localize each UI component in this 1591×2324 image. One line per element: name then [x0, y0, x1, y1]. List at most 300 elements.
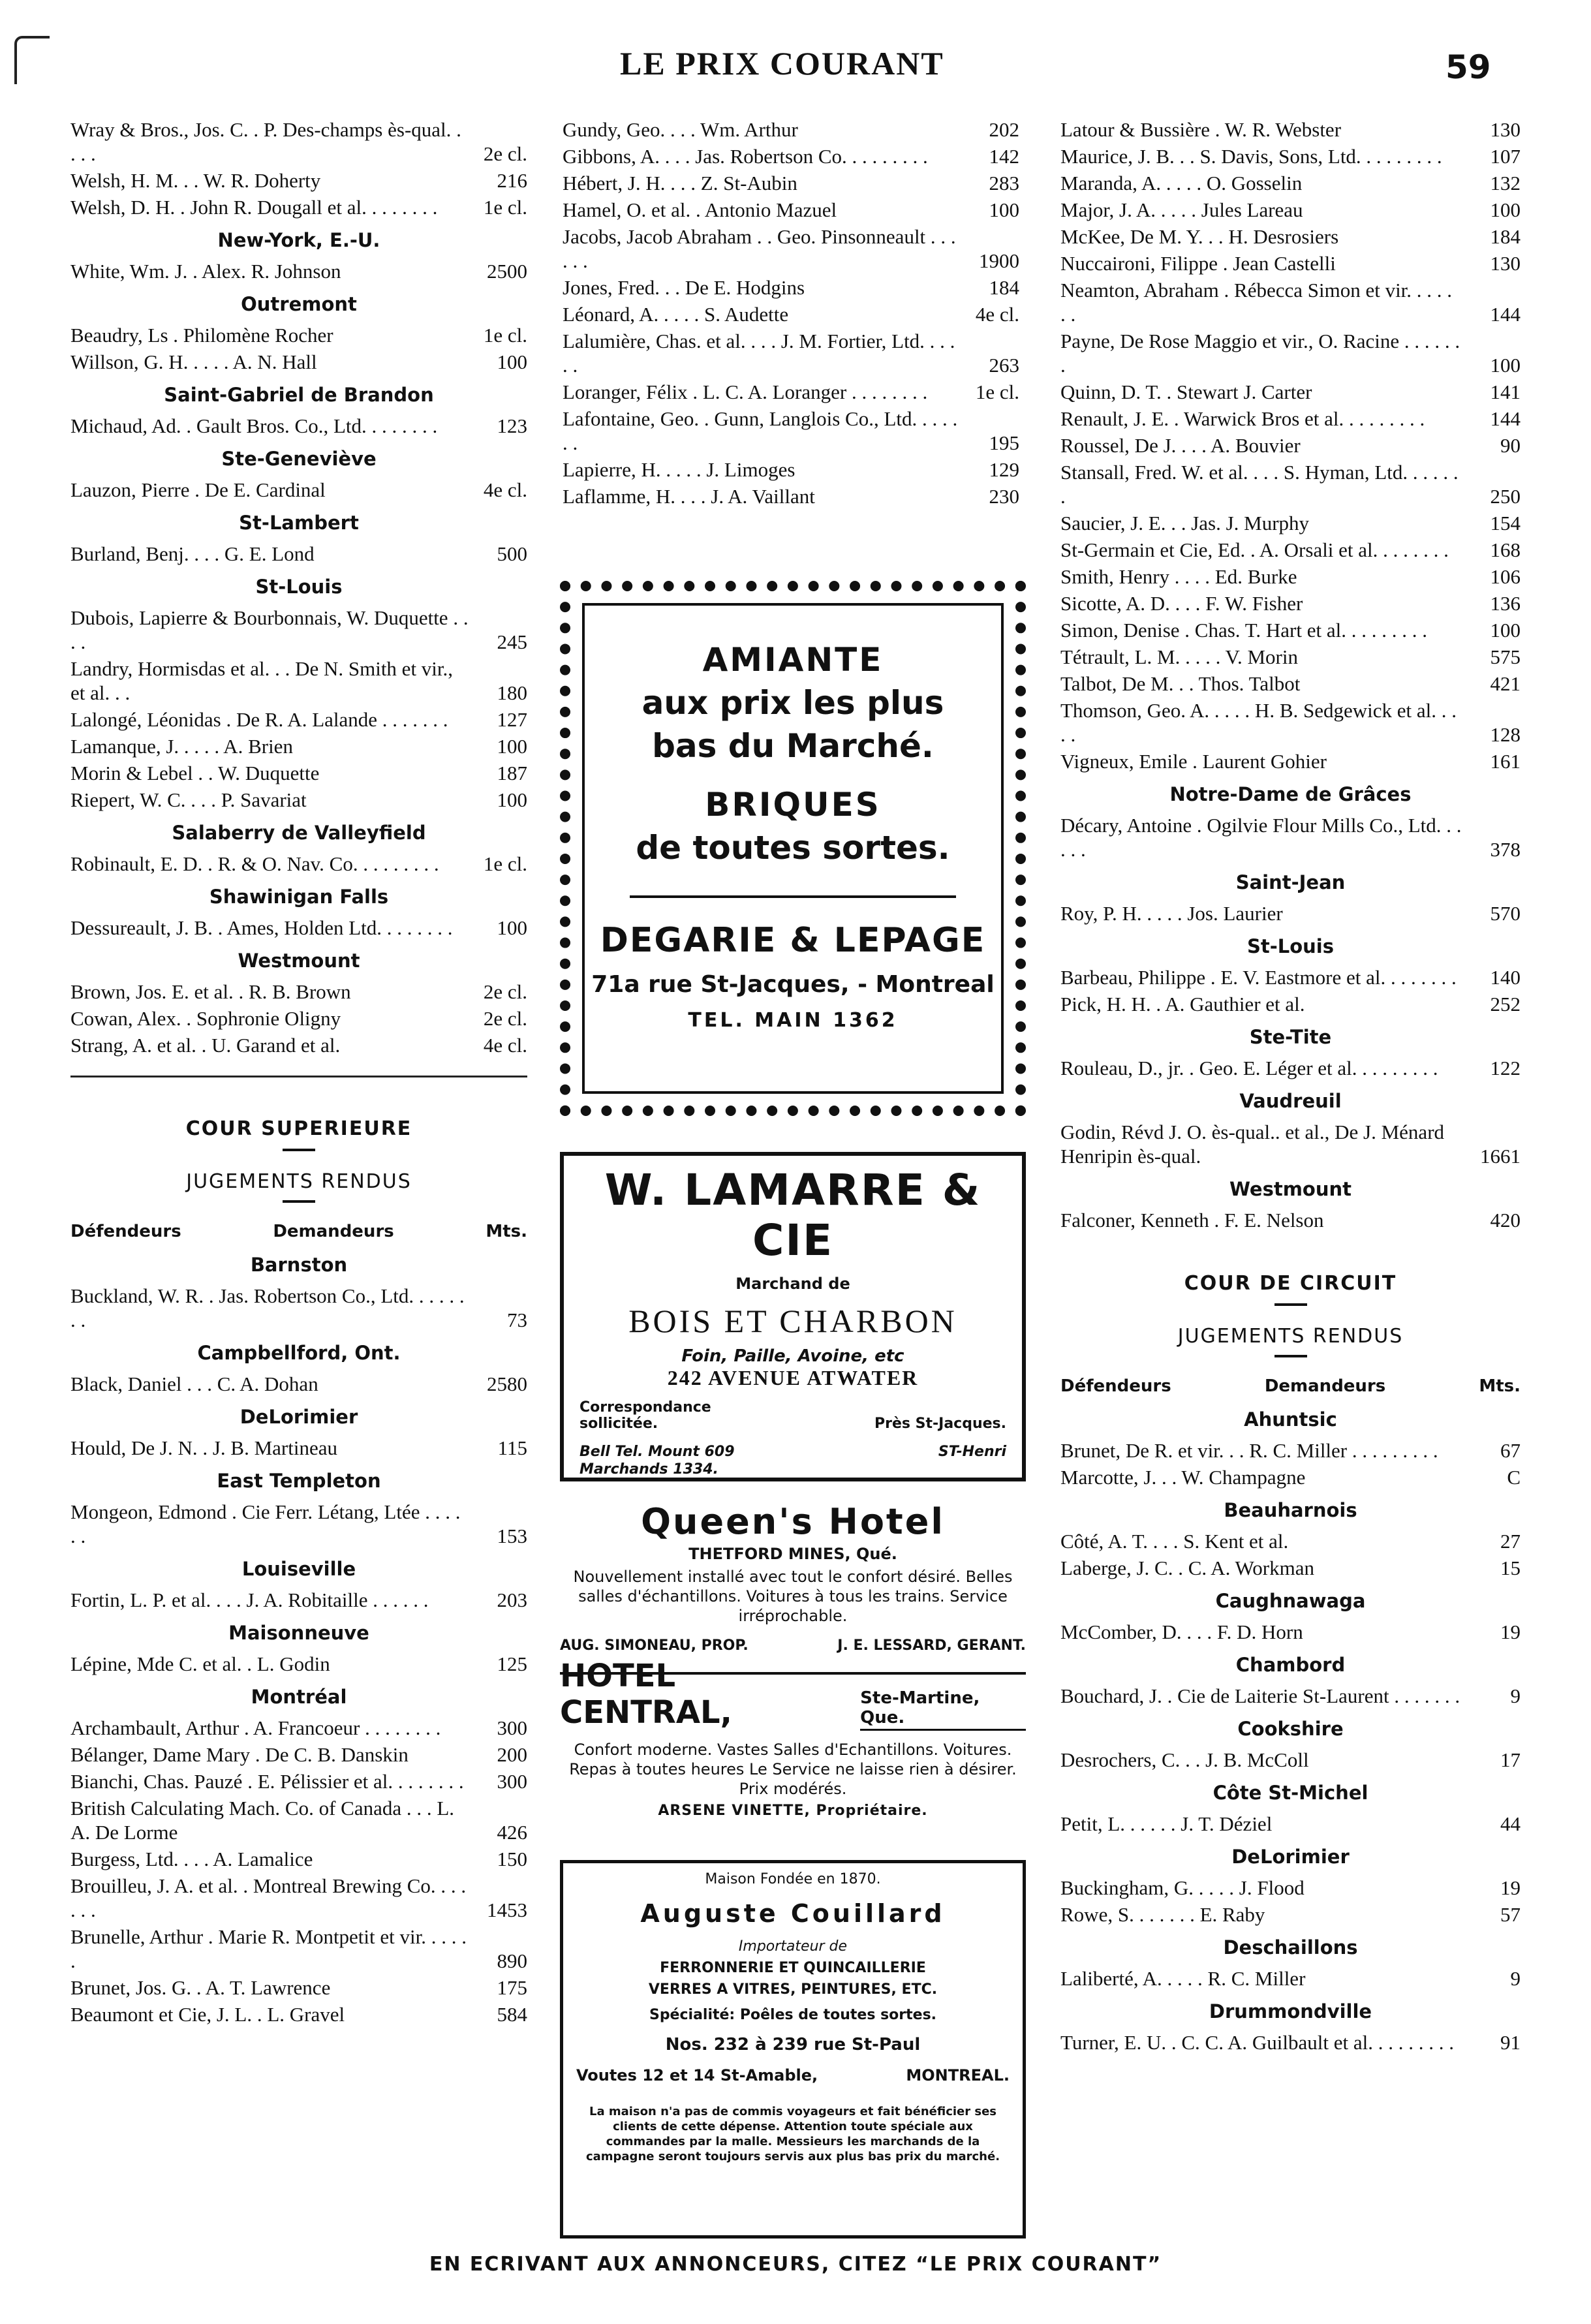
entry-amount: 2580	[487, 1372, 527, 1395]
entry-parties: Falconer, Kenneth . F. E. Nelson	[1060, 1209, 1324, 1232]
town-heading: Chambord	[1235, 1654, 1346, 1676]
entry-amount: 252	[1490, 993, 1521, 1015]
entry-parties: Maranda, A. . . . . O. Gosselin	[1060, 172, 1303, 194]
ad-couillard-numbers: Nos. 232 à 239 rue St-Paul	[665, 2035, 921, 2054]
section-dash	[1274, 1303, 1307, 1306]
entry-amount: 1900	[979, 249, 1019, 272]
entry-parties: Roussel, De J. . . . A. Bouvier	[1060, 434, 1301, 457]
entry-parties: Buckland, W. R. . Jas. Robertson Co., Ltd. . . . . . . .	[70, 1284, 465, 1331]
judgment-entry	[563, 198, 1019, 222]
entry-parties: Archambault, Arthur . A. Francoeur . . . . . . . .	[70, 1716, 441, 1739]
town-heading: Westmount	[1229, 1178, 1352, 1200]
column-heading: Défendeurs	[70, 1222, 181, 1241]
judgment-entry	[70, 1975, 527, 2000]
judgment-entry	[563, 380, 1019, 404]
judgment-entry	[70, 761, 527, 785]
ad-hotel-central	[560, 1658, 1026, 1819]
entry-parties: Lamanque, J. . . . . A. Brien	[70, 735, 293, 758]
entry-parties: Maurice, J. B. . . S. Davis, Sons, Ltd. . . . . . . . .	[1060, 145, 1442, 168]
entry-amount: 2e cl.	[483, 142, 527, 165]
entry-parties: Quinn, D. T. . Stewart J. Carter	[1060, 380, 1312, 403]
page-number: 59	[1445, 48, 1491, 86]
judgment-entry	[563, 117, 1019, 142]
ad-central-place: Ste-Martine, Que.	[860, 1688, 1026, 1731]
entry-parties: McComber, D. . . . F. D. Horn	[1060, 1620, 1303, 1643]
judgment-entry	[1060, 1120, 1521, 1168]
column-heading: Mts.	[486, 1222, 527, 1241]
judgment-entry	[1060, 144, 1521, 168]
entry-parties: Gibbons, A. . . . Jas. Robertson Co. . . . . . . . .	[563, 145, 928, 168]
entry-amount: 132	[1490, 172, 1521, 194]
entry-parties: Côté, A. T. . . . S. Kent et al.	[1060, 1530, 1289, 1553]
town-heading: Vaudreuil	[1239, 1090, 1342, 1112]
judgment-entry	[1060, 1876, 1521, 1900]
entry-parties: Marcotte, J. . . W. Champagne	[1060, 1466, 1306, 1489]
entry-amount: 91	[1500, 2031, 1521, 2054]
entry-parties: British Calculating Mach. Co. of Canada . . . L. A. De Lorme	[70, 1797, 455, 1844]
entry-parties: Godin, Révd J. O. ès-qual.. et al., De J. Ménard Henripin ès-qual.	[1060, 1121, 1445, 1168]
entry-parties: White, Wm. J. . Alex. R. Johnson	[70, 260, 341, 283]
entry-amount: 420	[1490, 1209, 1521, 1232]
town-heading: Beauharnois	[1224, 1499, 1357, 1521]
judgment-entry	[563, 329, 1019, 377]
entry-amount: 1e cl.	[483, 852, 527, 875]
entry-parties: Robinault, E. D. . R. & O. Nav. Co. . . . . . . . .	[70, 852, 439, 875]
entry-parties: Vigneux, Emile . Laurent Gohier	[1060, 750, 1327, 773]
entry-amount: 127	[497, 708, 527, 731]
judgment-entry	[70, 1652, 527, 1676]
ad-lamarre-tel-row	[579, 1444, 1006, 1460]
ad-couillard-left: Voutes 12 et 14 St-Amable,	[576, 2066, 818, 2084]
entry-parties: Petit, L. . . . . . J. T. Déziel	[1060, 1812, 1273, 1835]
judgment-entry	[1060, 380, 1521, 404]
entry-amount: 73	[507, 1309, 527, 1331]
judgment-entry	[70, 1769, 527, 1793]
judgment-entry	[70, 734, 527, 758]
entry-parties: Hamel, O. et al. . Antonio Mazuel	[563, 198, 837, 221]
entry-amount: 19	[1500, 1620, 1521, 1643]
entry-parties: Laliberté, A. . . . . R. C. Miller	[1060, 1967, 1306, 1990]
entry-amount: 9	[1510, 1684, 1521, 1707]
entry-amount: 2e cl.	[483, 980, 527, 1003]
judgment-entry	[563, 225, 1019, 273]
entry-amount: 122	[1490, 1057, 1521, 1079]
judgment-entry	[70, 852, 527, 876]
town-heading: Caughnawaga	[1215, 1590, 1366, 1612]
judgment-entry	[1060, 171, 1521, 195]
entry-parties: Turner, E. U. . C. C. A. Guilbault et al. . . . . . . . .	[1060, 2031, 1454, 2054]
town-heading: East Templeton	[217, 1470, 381, 1492]
entry-parties: Fortin, L. P. et al. . . . J. A. Robitaille . . . . . .	[70, 1588, 429, 1611]
judgment-entry	[1060, 901, 1521, 925]
ad-lamarre-corr-row	[579, 1399, 1006, 1432]
ad-lamarre-products2: Foin, Paille, Avoine, etc	[681, 1346, 904, 1366]
entry-amount: 4e cl.	[975, 303, 1019, 326]
entry-parties: Burgess, Ltd. . . . A. Lamalice	[70, 1848, 313, 1870]
entry-amount: 378	[1490, 838, 1521, 861]
column-heading: Demandeurs	[1264, 1376, 1386, 1396]
town-heading: DeLorimier	[239, 1406, 358, 1428]
entry-parties: Jones, Fred. . . De E. Hodgins	[563, 276, 805, 299]
entry-parties: Barbeau, Philippe . E. V. Eastmore et al. . . . . . . .	[1060, 966, 1457, 989]
town-heading: St-Louis	[255, 576, 343, 598]
town-heading: Shawinigan Falls	[209, 886, 389, 908]
entry-parties: Buckingham, G. . . . . J. Flood	[1060, 1876, 1305, 1899]
entry-parties: Burland, Benj. . . . G. E. Lond	[70, 542, 315, 565]
town-heading: Ahuntsic	[1244, 1408, 1337, 1431]
ad-amiante-line2: aux prix les plus	[641, 684, 944, 722]
entry-amount: 250	[1490, 485, 1521, 508]
section-title: COUR SUPERIEURE	[185, 1117, 412, 1140]
ad-central-name: HOTEL CENTRAL,	[560, 1658, 732, 1731]
judgment-entry	[70, 542, 527, 566]
judgment-entry	[563, 457, 1019, 482]
judgment-entry	[70, 1006, 527, 1030]
judgment-entry	[70, 350, 527, 374]
entry-parties: Brunet, De R. et vir. . . R. C. Miller . . . . . . . . .	[1060, 1439, 1438, 1462]
entry-parties: Bianchi, Chas. Pauzé . E. Pélissier et al. . . . . . . .	[70, 1770, 464, 1793]
entry-amount: 1453	[487, 1898, 527, 1921]
judgment-entry	[1060, 329, 1521, 377]
judgment-entry	[70, 1796, 527, 1844]
entry-amount: 44	[1500, 1812, 1521, 1835]
entry-parties: Major, J. A. . . . . Jules Lareau	[1060, 198, 1303, 221]
page-header	[0, 44, 1591, 90]
town-heading: Outremont	[241, 293, 357, 315]
entry-amount: 4e cl.	[483, 478, 527, 501]
entry-parties: Saucier, J. E. . . Jas. J. Murphy	[1060, 512, 1310, 535]
entry-amount: 245	[497, 630, 527, 653]
judgment-entry	[1060, 1684, 1521, 1708]
entry-amount: 184	[989, 276, 1019, 299]
entry-parties: Stansall, Fred. W. et al. . . . S. Hyman, Ltd. . . . . . .	[1060, 461, 1459, 508]
judgment-entry	[1060, 698, 1521, 747]
entry-parties: Jacobs, Jacob Abraham . . Geo. Pinsonneault . . . . . .	[563, 225, 956, 272]
town-heading: Côte St-Michel	[1213, 1782, 1368, 1804]
ad-couillard-founded: Maison Fondée en 1870.	[705, 1871, 881, 1887]
judgment-entry	[70, 1847, 527, 1871]
entry-amount: 100	[989, 198, 1019, 221]
town-heading: Campbellford, Ont.	[197, 1342, 401, 1364]
entry-parties: Welsh, D. H. . John R. Dougall et al. . . . . . . .	[70, 196, 438, 219]
judgment-entry	[1060, 672, 1521, 696]
entry-amount: 300	[497, 1716, 527, 1739]
ad-queens-proprietor: AUG. SIMONEAU, PROP.	[560, 1637, 749, 1654]
entry-amount: 2500	[487, 260, 527, 283]
section-title: COUR DE CIRCUIT	[1184, 1272, 1397, 1295]
judgment-entry	[1060, 1812, 1521, 1836]
judgment-entry	[1060, 591, 1521, 615]
ad-amiante-phone: TEL. MAIN 1362	[688, 1009, 898, 1032]
entry-parties: Latour & Bussière . W. R. Webster	[1060, 118, 1342, 141]
ad-lamarre-tel-left2: Marchands 1334.	[579, 1461, 718, 1478]
ad-amiante-address: 71a rue St-Jacques, - Montreal	[591, 971, 995, 998]
entry-amount: 100	[1490, 354, 1521, 377]
entry-amount: 140	[1490, 966, 1521, 989]
entry-amount: 161	[1490, 750, 1521, 773]
entry-parties: Brunelle, Arthur . Marie R. Montpetit et vir. . . . . .	[70, 1925, 467, 1972]
town-heading: St-Louis	[1246, 935, 1335, 957]
entry-parties: Landry, Hormisdas et al. . . De N. Smith et vir., et al. . .	[70, 657, 454, 704]
entry-parties: Brunet, Jos. G. . A. T. Lawrence	[70, 1976, 331, 1999]
judgment-entry	[1060, 511, 1521, 535]
judgment-entry	[1060, 1748, 1521, 1772]
entry-amount: 1e cl.	[975, 380, 1019, 403]
entry-parties: Lalongé, Léonidas . De R. A. Lalande . . . . . . .	[70, 708, 448, 731]
judgment-entry	[70, 1588, 527, 1612]
ad-couillard-row	[576, 2066, 1010, 2084]
entry-amount: 203	[497, 1588, 527, 1611]
ad-central-proprietor: ARSENE VINETTE, Propriétaire.	[658, 1803, 928, 1819]
entry-amount: 890	[497, 1949, 527, 1972]
entry-amount: 1e cl.	[483, 324, 527, 347]
ad-lamarre	[560, 1152, 1026, 1481]
entry-amount: 570	[1490, 902, 1521, 925]
section-dash	[283, 1149, 315, 1151]
judgment-entry	[1060, 992, 1521, 1016]
entry-amount: 283	[989, 172, 1019, 194]
entry-parties: Riepert, W. C. . . . P. Savariat	[70, 788, 307, 811]
judgment-entry	[1060, 198, 1521, 222]
ad-lamarre-corr-left: Correspondance sollicitée.	[579, 1399, 711, 1432]
judgment-entry	[1060, 1438, 1521, 1463]
column-2	[563, 117, 1019, 511]
judgment-entry	[70, 414, 527, 438]
column-headings	[1060, 1374, 1521, 1399]
entry-amount: 300	[497, 1770, 527, 1793]
entry-parties: Rowe, S. . . . . . . E. Raby	[1060, 1903, 1265, 1926]
entry-parties: Thomson, Geo. A. . . . . H. B. Sedgewick et al. . . . .	[1060, 699, 1457, 746]
judgment-entry	[70, 606, 527, 654]
ad-lamarre-trade: Marchand de	[735, 1275, 850, 1293]
entry-amount: 19	[1500, 1876, 1521, 1899]
judgment-entry	[563, 407, 1019, 455]
entry-amount: 100	[497, 788, 527, 811]
town-heading: Saint-Jean	[1235, 871, 1346, 893]
entry-parties: Lapierre, H. . . . . J. Limoges	[563, 458, 796, 481]
ad-lamarre-tel-right: ST-Henri	[938, 1444, 1006, 1460]
entry-parties: Wray & Bros., Jos. C. . P. Des-champs ès-qual. . . . .	[70, 118, 461, 165]
judgment-entry	[1060, 813, 1521, 861]
ad-couillard	[560, 1860, 1026, 2239]
judgment-entry	[70, 195, 527, 219]
ad-couillard-right: MONTREAL.	[906, 2066, 1010, 2084]
entry-amount: 141	[1490, 380, 1521, 403]
judgment-entry	[1060, 1465, 1521, 1489]
judgment-entry	[1060, 433, 1521, 457]
ad-lamarre-tel-row2	[579, 1461, 1006, 1478]
column-heading: Défendeurs	[1060, 1376, 1171, 1396]
town-heading: Ste-Tite	[1249, 1026, 1332, 1048]
judgment-entry	[70, 1033, 527, 1057]
entry-parties: Welsh, H. M. . . W. R. Doherty	[70, 169, 321, 192]
entry-amount: 426	[497, 1821, 527, 1844]
entry-amount: 144	[1490, 407, 1521, 430]
judgment-entry	[563, 484, 1019, 508]
entry-parties: Pick, H. H. . A. Gauthier et al.	[1060, 993, 1305, 1015]
column-headings	[70, 1220, 527, 1244]
ad-couillard-note: La maison n'a pas de commis voyageurs et fait bénéficier ses clients de cette dépense. Attention toute spéciale aux commandes par la malle. Messieurs les marchands de la campagne seront toujours servis aux plus bas prix du marché.	[585, 2105, 1000, 2163]
entry-parties: Laberge, J. C. . C. A. Workman	[1060, 1557, 1314, 1579]
entry-amount: 90	[1500, 434, 1521, 457]
entry-amount: 195	[989, 431, 1019, 454]
judgment-entry	[70, 117, 527, 166]
entry-parties: Talbot, De M. . . Thos. Talbot	[1060, 672, 1301, 695]
judgment-entry	[70, 323, 527, 347]
entry-parties: Willson, G. H. . . . . A. N. Hall	[70, 350, 317, 373]
ad-couillard-special: Spécialité: Poêles de toutes sortes.	[649, 2007, 937, 2023]
section-subtitle: JUGEMENTS RENDUS	[1177, 1325, 1404, 1348]
ad-couillard-line2: VERRES A VITRES, PEINTURES, ETC.	[648, 1981, 938, 1998]
judgment-entry	[70, 1743, 527, 1767]
entry-amount: 153	[497, 1525, 527, 1547]
entry-parties: Neamton, Abraham . Rébecca Simon et vir. . . . . . .	[1060, 279, 1453, 326]
ad-central-desc: Confort moderne. Vastes Salles d'Echantillons. Voitures. Repas à toutes heures Le Service ne laisse rien à désirer. Prix modérés.	[569, 1741, 1017, 1798]
entry-parties: Morin & Lebel . . W. Duquette	[70, 762, 320, 784]
entry-parties: St-Germain et Cie, Ed. . A. Orsali et al. . . . . . . .	[1060, 538, 1449, 561]
entry-amount: 421	[1490, 672, 1521, 695]
entry-parties: Hébert, J. H. . . . Z. St-Aubin	[563, 172, 797, 194]
entry-parties: Roy, P. H. . . . . Jos. Laurier	[1060, 902, 1283, 925]
entry-amount: 184	[1490, 225, 1521, 248]
entry-amount: 584	[497, 2003, 527, 2026]
entry-amount: 4e cl.	[483, 1034, 527, 1057]
entry-parties: Lauzon, Pierre . De E. Cardinal	[70, 478, 326, 501]
ad-amiante-divider	[630, 895, 956, 898]
section-subtitle: JUGEMENTS RENDUS	[186, 1170, 412, 1193]
judgment-entry	[1060, 749, 1521, 773]
ad-amiante-line4: BRIQUES	[705, 786, 881, 824]
entry-amount: 144	[1490, 303, 1521, 326]
judgment-entry	[1060, 965, 1521, 989]
ad-amiante-line5: de toutes sortes.	[636, 829, 950, 867]
ad-central-head	[560, 1658, 1026, 1731]
judgment-entry	[70, 657, 527, 705]
judgment-entry	[70, 1874, 527, 1922]
judgment-entry	[70, 1372, 527, 1396]
entry-amount: 106	[1490, 565, 1521, 588]
page-title: LE PRIX COURANT	[620, 45, 944, 82]
entry-amount: 1e cl.	[483, 196, 527, 219]
entry-parties: Léonard, A. . . . . S. Audette	[563, 303, 789, 326]
ad-amiante	[560, 581, 1026, 1116]
ad-amiante-line1: AMIANTE	[702, 641, 884, 679]
town-heading: Louiseville	[241, 1558, 356, 1580]
entry-amount: C	[1507, 1466, 1521, 1489]
entry-parties: Lépine, Mde C. et al. . L. Godin	[70, 1652, 330, 1675]
entry-amount: 115	[497, 1436, 527, 1459]
entry-amount: 100	[497, 350, 527, 373]
entry-parties: Renault, J. E. . Warwick Bros et al. . . . . . . . .	[1060, 407, 1425, 430]
judgment-entry	[1060, 1556, 1521, 1580]
judgment-entry	[1060, 117, 1521, 142]
town-heading: Montréal	[251, 1686, 347, 1708]
entry-parties: Smith, Henry . . . . Ed. Burke	[1060, 565, 1297, 588]
entry-amount: 130	[1490, 118, 1521, 141]
judgment-entry	[1060, 1529, 1521, 1553]
entry-parties: Gundy, Geo. . . . Wm. Arthur	[563, 118, 798, 141]
judgment-entry	[1060, 1902, 1521, 1927]
ad-couillard-name: Auguste Couillard	[640, 1899, 946, 1928]
entry-parties: Mongeon, Edmond . Cie Ferr. Létang, Ltée . . . . . .	[70, 1500, 461, 1547]
section-dash	[1274, 1355, 1307, 1357]
judgment-entry	[563, 171, 1019, 195]
column-3	[1060, 117, 1521, 2057]
entry-amount: 123	[497, 414, 527, 437]
entry-parties: Brown, Jos. E. et al. . R. B. Brown	[70, 980, 351, 1003]
judgment-entry	[1060, 2030, 1521, 2054]
ad-lamarre-address: 242 AVENUE ATWATER	[667, 1366, 919, 1389]
entry-parties: Lalumière, Chas. et al. . . . J. M. Fortier, Ltd. . . . . .	[563, 330, 955, 377]
judgment-entry	[70, 2002, 527, 2026]
entry-amount: 500	[497, 542, 527, 565]
judgment-entry	[1060, 618, 1521, 642]
entry-amount: 142	[989, 145, 1019, 168]
judgment-entry	[1060, 1056, 1521, 1080]
judgment-entry	[70, 788, 527, 812]
entry-amount: 27	[1500, 1530, 1521, 1553]
entry-amount: 216	[497, 169, 527, 192]
town-heading: Deschaillons	[1223, 1936, 1358, 1959]
judgment-entry	[70, 259, 527, 283]
entry-parties: Dubois, Lapierre & Bourbonnais, W. Duquette . . . .	[70, 606, 469, 653]
town-heading: Maisonneuve	[228, 1622, 369, 1644]
column-1	[70, 117, 527, 2029]
judgment-entry	[1060, 1208, 1521, 1232]
entry-amount: 202	[989, 118, 1019, 141]
ad-lamarre-corr-right: Près St-Jacques.	[874, 1416, 1006, 1432]
judgment-entry	[70, 168, 527, 193]
ad-queens-row	[560, 1637, 1026, 1654]
entry-amount: 100	[1490, 619, 1521, 642]
town-heading: Ste-Geneviève	[221, 448, 377, 470]
entry-parties: McKee, De M. Y. . . H. Desrosiers	[1060, 225, 1339, 248]
entry-amount: 2e cl.	[483, 1007, 527, 1030]
judgment-entry	[1060, 460, 1521, 508]
ad-queens-manager: J. E. LESSARD, GERANT.	[837, 1637, 1026, 1654]
entry-parties: Payne, De Rose Maggio et vir., O. Racine . . . . . . .	[1060, 330, 1460, 377]
entry-amount: 130	[1490, 252, 1521, 275]
entry-amount: 17	[1500, 1748, 1521, 1771]
judgment-entry	[70, 1716, 527, 1740]
entry-amount: 168	[1490, 538, 1521, 561]
entry-amount: 129	[989, 458, 1019, 481]
ad-amiante-line3: bas du Marché.	[652, 727, 934, 765]
column-heading: Mts.	[1479, 1376, 1521, 1396]
entry-amount: 67	[1500, 1439, 1521, 1462]
ad-queens-desc: Nouvellement installé avec tout le confort désiré. Belles salles d'échantillons. Voitures à tous les trains. Service irréprochable.	[573, 1568, 1013, 1625]
entry-amount: 200	[497, 1743, 527, 1766]
judgment-entry	[70, 478, 527, 502]
town-heading: New-York, E.-U.	[217, 229, 380, 251]
judgment-entry	[1060, 645, 1521, 669]
ad-queens-city: THETFORD MINES, Qué.	[688, 1545, 897, 1563]
judgment-entry	[70, 1284, 527, 1332]
judgment-entry	[1060, 251, 1521, 275]
entry-parties: Décary, Antoine . Ogilvie Flour Mills Co., Ltd. . . . . .	[1060, 814, 1462, 861]
entry-parties: Rouleau, D., jr. . Geo. E. Léger et al. . . . . . . . .	[1060, 1057, 1438, 1079]
town-heading: Salaberry de Valleyfield	[172, 822, 426, 844]
entry-amount: 100	[497, 916, 527, 939]
town-heading: Drummondville	[1209, 2000, 1372, 2022]
entry-amount: 128	[1490, 723, 1521, 746]
entry-amount: 150	[497, 1848, 527, 1870]
entry-parties: Hould, De J. N. . J. B. Martineau	[70, 1436, 337, 1459]
entry-amount: 100	[1490, 198, 1521, 221]
town-heading: Westmount	[238, 950, 360, 972]
entry-parties: Sicotte, A. D. . . . F. W. Fisher	[1060, 592, 1303, 615]
judgment-entry	[70, 1500, 527, 1548]
